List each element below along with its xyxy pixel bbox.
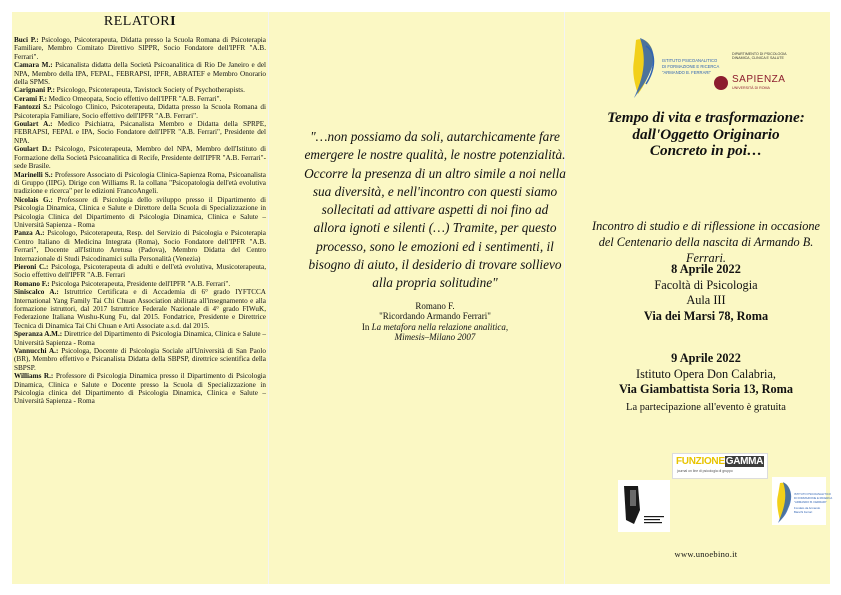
speaker-bio: Istruttrice Certificata e di Accademia di 6° grado IYFTCCA International Yang Family Tai Chi Chuan Association abilitata all'insegnamento e alla formazione istruttori, dal 2017 Istruttrice Federale Nazionale di 4° grado FIWuK, Federazione Italiana Wushu-Kung Fu, dal 2015. Fondatrice, Presidente e Direttrice Tecnica di Dinamica Tai Chi Chuan e Arti Associate a.s.d. dal 2015. [14,288,266,330]
speaker-list [14,36,266,406]
speaker-entry [14,36,266,61]
day2-date: 9 Aprile 2022 [671,351,741,365]
speaker-name: Goulart D.: [14,145,52,154]
speaker-entry [14,280,266,288]
event-title: Tempo di vita e trasformazione: dall'Oggetto Originario Concreto in poi… [607,109,805,159]
quote-panel [304,128,566,343]
speaker-bio: Psicologo, Psicoterapeuta, Resp. del Servizio di Psicologia e Psicoterapia Centro Italiano di Medicina Integrata (Roma), Socio Fondatore dell'IPFR "A.B. Ferrari", Docente all'Istituto Aretusa (Padova), Membro Didatta del Centro Internazionale di Studi Psicodinamici sulla Personalità (Venezia) [14,229,266,263]
speaker-bio: Psicanalista didatta della Società Psicoanalitica di Rio De Janeiro e del NPA, Membro della IPA, FEPAL, FEBRAPSI, IPFR, ABRATEF e Membro Onorario della SPMS. [14,61,267,87]
day2-address: Via Giambattista Soria 13, Roma [618,382,794,396]
speaker-entry [14,263,266,280]
speaker-bio: Medico Psichiatra, Psicanalista Membro e Didatta della SPRPE, FEBRAPSI, FEPAL e IPA, Socio Fondatore dell'IPFR "A.B. Ferrari", Presidente del NPA. [14,120,266,145]
funzione-gamma-logo: FUNZIONEGAMMA journal on line di psicologia di gruppo [672,453,768,479]
speaker-entry [14,330,266,347]
relatori-heading: RELATORI [103,14,177,29]
day1-address: Via dei Marsi 78, Roma [643,308,769,323]
quote-author: Romano F. [415,300,455,311]
panel-divider [268,12,269,584]
brochure-sheet [12,12,833,584]
svg-text:DI FORMAZIONE E RICERCA: DI FORMAZIONE E RICERCA [794,496,833,500]
event-subtitle: Incontro di studio e di riflessione in occasione del Centenario della nascita di Armando B. Ferrari. [591,219,821,266]
speaker-entry [14,196,266,230]
quote-book: In La metafora nella relazione analitica, [361,321,509,332]
speaker-bio: Medico Omeopata, Socio effettivo dell'IPFR "A.B. Ferrari". [46,94,222,103]
ipa-logo-small [772,477,833,525]
day1-venue: Facoltà di Psicologia [654,277,758,292]
speaker-name: Camara M.: [14,61,53,70]
sapienza-logo: DIPARTIMENTO DI PSICOLOGIA DINAMICA, CLINICA E SALUTE SAPIENZA UNIVERSITÀ DI ROMA [714,48,804,108]
speaker-entry [14,103,266,120]
event-day-2 [582,351,830,398]
speaker-entry [14,95,266,103]
svg-text:ISTITUTO PSICOANALITICO: ISTITUTO PSICOANALITICO [794,492,831,496]
svg-text:"ARMANDO B. FERRARI": "ARMANDO B. FERRARI" [662,70,712,75]
day1-date: 8 Aprile 2022 [671,262,741,276]
quote-work: "Ricordando Armando Ferrari" [379,311,491,322]
speaker-name: Marinelli S.: [14,170,53,179]
speaker-name: Siniscalco A.: [14,288,59,297]
speaker-entry [14,347,266,372]
speaker-bio: Psicologo, Psicoterapeuta, Didatta presso la Scuola Romana di Psicoterapia Familiare, Membro Comitato Direttivo SIPPR, Socio Fondatore dell'IPFR "A.B. Ferrari". [14,36,266,61]
speaker-entry [14,229,266,263]
speaker-name: Buci P.: [14,36,39,44]
speaker-bio: Psicologo, Psicoterapeuta, Membro del NPA, Membro dell'Istituto di Formazione della Società Psicoanalitica di Recife, Presidente dell'IPFR "A.B. Ferrari"- sede Brasile. [14,145,266,171]
quote-text: "…non possiamo da soli, autarchicamente fare emergere le nostre qualità, le nostre potenzialità. Occorre la presenza di un altro simile a noi nella sua diversità, e nell'incontro con questi siamo sollecitati ad attivare aspetti di noi fino ad allora ignoti e silenti (…) Tramite, per questo processo, sono le emozioni ed i sentimenti, il bisogno di aiuto, il desiderio di trovare sollievo alla propria solitudine" [304,129,566,291]
speaker-name: Pieroni C.: [14,262,49,271]
svg-text:"ARMANDO B. FERRARI": "ARMANDO B. FERRARI" [794,500,827,504]
relatori-panel [14,14,266,576]
speaker-bio: Psicologa, Docente di Psicologia Sociale all'Università di San Paolo (BR), Membro effettivo e Psicanalista Didatta della SBPSP, direttrice scientifica della SBPSP. [14,347,266,372]
speaker-bio: Professore di Psicologia dello sviluppo presso il Dipartimento di Psicologia Dinamica, Clinica e Salute e Direttore della Scuola di Specializzazione in Psicologia Clinica del Dipartimento di Psicologia Dinamica, Clinica e Salute – Università Sapienza - Roma [14,195,266,229]
svg-text:Fondato da Armando: Fondato da Armando [794,506,821,510]
speaker-name: Carignani P.: [14,86,55,95]
speaker-name: Speranza A.M.: [14,330,63,339]
speaker-name: Romano F.: [14,279,50,288]
svg-text:Bianchi Ferrari: Bianchi Ferrari [794,510,813,514]
sapienza-seal-icon [714,76,728,90]
speaker-name: Goulart A.: [14,120,53,129]
speaker-bio: Direttrice del Dipartimento di Psicologia Dinamica, Clinica e Salute – Università Sapienza - Roma [14,330,266,347]
speaker-entry [14,61,266,86]
quote-attribution [304,301,566,343]
speaker-bio: Psicologo Clinico, Psicoterapeuta, Didatta presso la Scuola Romana di Psicoterapia Familiare, Socio effettivo dell'IPFR "A.B. Ferrari". [14,103,266,120]
speaker-name: Vannucchi A.: [14,347,59,356]
speaker-entry [14,171,266,196]
speaker-entry [14,86,266,94]
svg-text:ISTITUTO PSICOANALITICO: ISTITUTO PSICOANALITICO [662,58,718,63]
speaker-entry [14,288,266,330]
speaker-name: Williams R.: [14,372,54,381]
speaker-name: Cerami F.: [14,94,47,103]
speaker-bio: Psicologo, Psicoterapeuta, Tavistock Society of Psychotherapists. [54,86,245,95]
day2-venue: Istituto Opera Don Calabria, [635,366,776,381]
cover-panel [582,12,833,584]
speaker-bio: Professore Associato di Psicologia Clinica-Sapienza Roma, Psicoanalista di Gruppo (IIPG). Dirige con Williams R. la collana "Psicopatologia dell'età evolutiva tradizione e ricerca" per le edizioni FrancoAngeli. [14,170,266,196]
speaker-bio: Psicologa, Psicoterapeuta di adulti e dell'età evolutiva, Musicoterapeuta, Socio effettivo dell'IPFR "A.B. Ferrari [14,262,266,280]
website-link[interactable]: www.unoebino.it [674,549,738,559]
speaker-entry [14,372,266,406]
speaker-name: Fantozzi S.: [14,103,52,112]
speaker-entry [14,145,266,170]
event-day-1 [582,262,830,324]
ipa-logo [622,32,720,102]
bw-association-logo [618,480,670,532]
speaker-entry [14,120,266,145]
free-participation-note: La partecipazione all'evento è gratuita [626,402,786,413]
quote-publisher: Mimesis–Milano 2007 [394,332,476,343]
speaker-name: Panza A.: [14,229,45,238]
svg-text:DI FORMAZIONE E RICERCA: DI FORMAZIONE E RICERCA [662,64,720,69]
speaker-bio: Psicologa Psicoterapeuta, Presidente dell'IPFR "A.B. Ferrari". [49,279,231,288]
speaker-bio: Professore di Psicologia Dinamica presso il Dipartimento di Psicologia Dinamica, Clinica e Salute e Docente presso la Scuola di Specializzazione in Psicologia clinica del Dipartimento di Psicologia Dinamica, Clinica e Salute – Università Sapienza - Roma [14,372,266,406]
speaker-name: Nicolais G.: [14,195,53,204]
day1-room: Aula III [686,293,726,307]
